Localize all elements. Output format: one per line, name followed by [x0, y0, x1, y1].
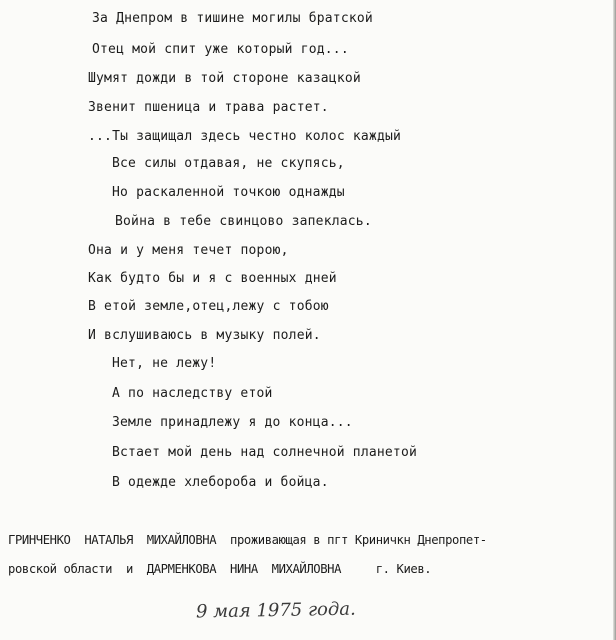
poem-line: Звенит пшеница и трава растет.: [88, 100, 329, 115]
poem-line: ...Ты защищал здесь честно колос каждый: [88, 129, 402, 144]
poem-line: А по наследству етой: [112, 386, 273, 401]
poem-line: Все силы отдавая, не скупясь,: [112, 156, 345, 171]
authors-line-2: ровской области и ДАРМЕНКОВА НИНА МИХАЙЛОВНА г. Киев.: [8, 562, 432, 576]
poem-line: Отец мой спит уже который год...: [92, 42, 349, 57]
poem-line: Война в тебе свинцово запеклась.: [115, 214, 372, 229]
poem-line: В етой земле,отец,лежу с тобою: [88, 299, 329, 314]
poem-line: За Днепром в тишине могилы братской: [92, 11, 373, 26]
handwritten-date: 9 мая 1975 года.: [195, 598, 356, 623]
authors-line-1: ГРИНЧЕНКО НАТАЛЬЯ МИХАЙЛОВНА проживающая в пгт Криничкн Днепропет-: [8, 533, 487, 547]
poem-line: Но раскаленной точкою однажды: [112, 185, 345, 200]
poem-line: Нет, не лежу!: [112, 356, 217, 371]
poem-line: Как будто бы и я с военных дней: [88, 271, 337, 286]
poem-line: Она и у меня течет порою,: [88, 243, 289, 258]
poem-line: И вслушиваюсь в музыку полей.: [88, 328, 321, 343]
poem-line: Встает мой день над солнечной планетой: [112, 445, 418, 460]
poem-line: Земле принадлежу я до конца...: [112, 415, 353, 430]
poem-line: В одежде хлебороба и бойца.: [112, 475, 329, 490]
poem-line: Шумят дожди в той стороне казацкой: [88, 71, 361, 86]
